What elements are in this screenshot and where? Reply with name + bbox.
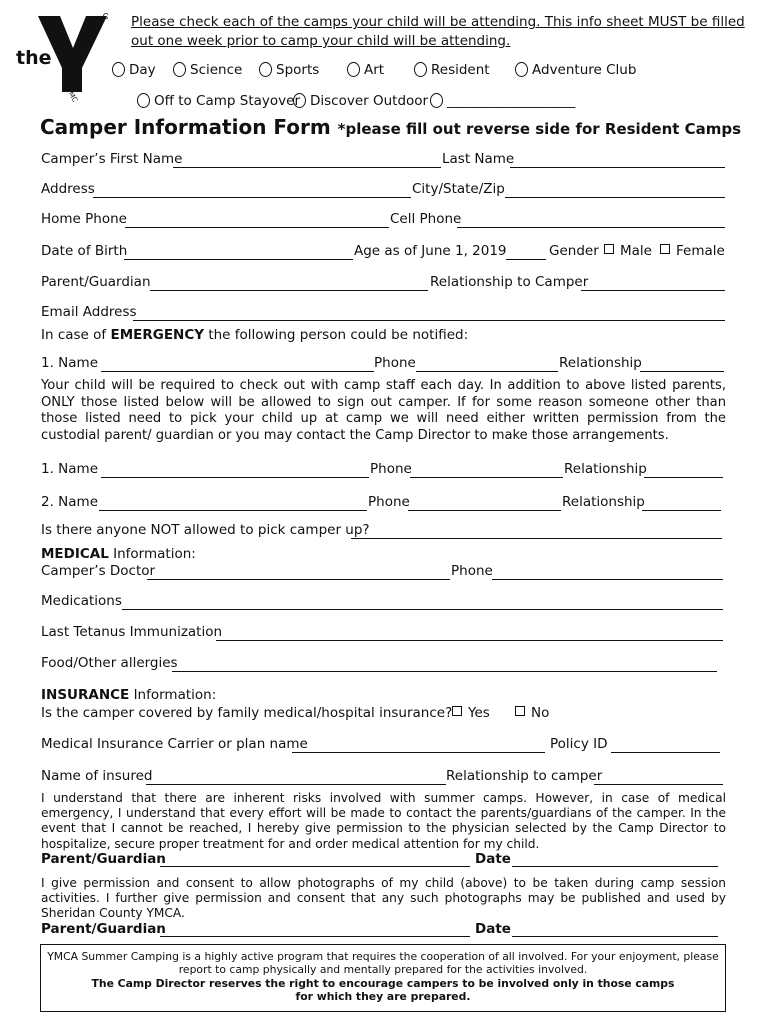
camp-label: Discover Outdoor bbox=[310, 93, 429, 109]
emergency-relationship-field[interactable] bbox=[640, 371, 724, 372]
home-phone-label: Home Phone bbox=[41, 211, 127, 227]
emergency-name-label: 1. Name bbox=[41, 355, 98, 371]
policy-id-label: Policy ID bbox=[550, 736, 608, 752]
tetanus-label: Last Tetanus Immunization bbox=[41, 624, 223, 640]
insured-relationship-label: Relationship to camper bbox=[446, 768, 603, 784]
emergency-name-field[interactable] bbox=[101, 371, 374, 372]
other-camp-blank: ___________________ bbox=[447, 93, 576, 109]
instructions-line-2: out one week prior to camp your child will be attending. bbox=[131, 33, 511, 49]
insurance-yes-option[interactable] bbox=[452, 705, 490, 721]
radio-circle-icon bbox=[112, 62, 125, 77]
emergency-relationship-label: Relationship bbox=[559, 355, 642, 371]
doctor-phone-label: Phone bbox=[451, 563, 493, 579]
pickup-policy-text: Your child will be required to check out with camp staff each day. In addition to above listed parents, ONLY those listed below will be allowed to sign out camper. If for some reason someone other than those listed need to pick your child up at camp we will need either written permission from the custodial parent/ guardian or you may contact the Camp Director to make those arrangements. bbox=[41, 378, 726, 443]
carrier-label: Medical Insurance Carrier or plan name bbox=[41, 736, 308, 752]
allergies-field[interactable] bbox=[172, 671, 717, 672]
pickup-2-phone-label: Phone bbox=[368, 494, 410, 510]
emergency-keyword: EMERGENCY bbox=[110, 327, 205, 343]
photo-consent-text: I give permission and consent to allow photographs of my child (above) to be taken during camp session activities. I further give permission and consent that any such photographs may be published and used by Sheridan County YMCA. bbox=[41, 876, 726, 921]
radio-circle-icon bbox=[173, 62, 186, 77]
home-phone-field[interactable] bbox=[125, 227, 389, 228]
insured-label: Name of insured bbox=[41, 768, 153, 784]
instructions-line-1: Please check each of the camps your child will be attending. This info sheet MUST be filled bbox=[131, 14, 745, 30]
form-title-note: *please fill out reverse side for Resident Camps bbox=[337, 120, 742, 138]
doctor-phone-field[interactable] bbox=[492, 579, 723, 580]
carrier-field[interactable] bbox=[292, 752, 545, 753]
emergency-intro: In case of EMERGENCY the following person could be notified: bbox=[41, 327, 469, 343]
pickup-1-phone-label: Phone bbox=[370, 461, 412, 477]
gender-female-option[interactable] bbox=[660, 243, 725, 259]
radio-circle-icon bbox=[515, 62, 528, 77]
pickup-1-name-label: 1. Name bbox=[41, 461, 98, 477]
relationship-to-camper-label: Relationship to Camper bbox=[430, 274, 589, 290]
camp-option-art[interactable] bbox=[347, 62, 384, 78]
emergency-phone-field[interactable] bbox=[416, 371, 558, 372]
camp-option-other[interactable] bbox=[430, 93, 575, 109]
date-1-field[interactable] bbox=[512, 866, 718, 867]
camp-option-resident[interactable] bbox=[414, 62, 490, 78]
first-name-field[interactable] bbox=[173, 167, 441, 168]
email-label: Email Address bbox=[41, 304, 137, 320]
date-1-label: Date bbox=[475, 851, 511, 867]
camp-label: Sports bbox=[276, 62, 320, 78]
parent-guardian-label: Parent/Guardian bbox=[41, 274, 151, 290]
age-field[interactable] bbox=[506, 259, 546, 260]
camp-option-discover-outdoor[interactable] bbox=[293, 93, 428, 109]
pickup-1-relationship-field[interactable] bbox=[644, 477, 723, 478]
checkbox-icon bbox=[604, 244, 614, 254]
footer-line-1: YMCA Summer Camping is a highly active program that requires the cooperation of all involved. For your enjoyment, please bbox=[47, 950, 719, 963]
insurance-question: Is the camper covered by family medical/hospital insurance? bbox=[41, 705, 453, 721]
date-2-label: Date bbox=[475, 921, 511, 937]
not-allowed-field[interactable] bbox=[351, 538, 722, 539]
form-title-main: Camper Information Form bbox=[40, 115, 338, 139]
city-state-zip-field[interactable] bbox=[505, 197, 725, 198]
pickup-1-phone-field[interactable] bbox=[410, 477, 563, 478]
last-name-field[interactable] bbox=[510, 167, 725, 168]
signature-1-label: Parent/Guardian bbox=[41, 851, 166, 867]
camp-label: Day bbox=[129, 62, 156, 78]
signature-1-field[interactable] bbox=[160, 866, 470, 867]
radio-circle-icon bbox=[347, 62, 360, 77]
pickup-2-name-field[interactable] bbox=[99, 510, 367, 511]
radio-circle-icon bbox=[293, 93, 306, 108]
yes-label: Yes bbox=[468, 705, 490, 721]
pickup-2-relationship-label: Relationship bbox=[562, 494, 645, 510]
city-state-zip-label: City/State/Zip bbox=[412, 181, 505, 197]
signature-2-label: Parent/Guardian bbox=[41, 921, 166, 937]
footer-line-3: The Camp Director reserves the right to encourage campers to be involved only in those camps bbox=[91, 976, 675, 990]
relationship-to-camper-field[interactable] bbox=[581, 290, 725, 291]
emergency-phone-label: Phone bbox=[374, 355, 416, 371]
footer-line-2: report to camp physically and mentally prepared for the activities involved. bbox=[178, 963, 588, 977]
radio-circle-icon bbox=[430, 93, 443, 108]
radio-circle-icon bbox=[137, 93, 150, 108]
insured-field[interactable] bbox=[146, 784, 446, 785]
camp-label: Art bbox=[364, 62, 385, 78]
radio-circle-icon bbox=[259, 62, 272, 77]
doctor-label: Camper’s Doctor bbox=[41, 563, 156, 579]
gender-male-option[interactable] bbox=[604, 243, 652, 259]
medications-field[interactable] bbox=[122, 609, 723, 610]
footer-line-4: for which they are prepared. bbox=[295, 989, 471, 1003]
checkbox-icon bbox=[660, 244, 670, 254]
checkbox-icon bbox=[452, 706, 462, 716]
doctor-field[interactable] bbox=[147, 579, 450, 580]
form-title bbox=[40, 115, 741, 139]
medical-consent-text: I understand that there are inherent risks involved with summer camps. However, in case of medical emergency, I understand that every effort will be made to contact the parents/guardians of the camper. In the event that I cannot be reached, I hereby give permission to the physician selected by the Camp Director to hospitalize, secure proper treatment for and order medical attention for my child. bbox=[41, 791, 726, 851]
age-label: Age as of June 1, 2019 bbox=[354, 243, 507, 259]
insurance-no-option[interactable] bbox=[515, 705, 549, 721]
radio-circle-icon bbox=[414, 62, 427, 77]
cell-phone-label: Cell Phone bbox=[390, 211, 462, 227]
dob-label: Date of Birth bbox=[41, 243, 128, 259]
first-name-label: Camper’s First Name bbox=[41, 151, 183, 167]
no-label: No bbox=[531, 705, 550, 721]
ymca-logo bbox=[16, 12, 108, 106]
dob-field[interactable] bbox=[124, 259, 353, 260]
policy-id-field[interactable] bbox=[611, 752, 720, 753]
pickup-2-name-label: 2. Name bbox=[41, 494, 98, 510]
insurance-heading: INSURANCE Information: bbox=[41, 687, 217, 703]
pickup-1-name-field[interactable] bbox=[101, 477, 369, 478]
camp-option-off-to-camp-stayover[interactable] bbox=[137, 93, 300, 109]
medical-heading: MEDICAL Information: bbox=[41, 546, 196, 562]
pickup-2-relationship-field[interactable] bbox=[642, 510, 721, 511]
tetanus-field[interactable] bbox=[216, 640, 723, 641]
not-allowed-label: Is there anyone NOT allowed to pick camper up? bbox=[41, 522, 370, 538]
female-label: Female bbox=[676, 243, 725, 259]
checkbox-icon bbox=[515, 706, 525, 716]
camp-label: Science bbox=[190, 62, 243, 78]
footer-notice-box bbox=[40, 944, 726, 1012]
allergies-label: Food/Other allergies bbox=[41, 655, 178, 671]
camp-option-day[interactable] bbox=[112, 62, 156, 78]
camp-label: Off to Camp Stayover bbox=[154, 93, 301, 109]
pickup-1-relationship-label: Relationship bbox=[564, 461, 647, 477]
camp-option-science[interactable] bbox=[173, 62, 242, 78]
address-label: Address bbox=[41, 181, 95, 197]
date-2-field[interactable] bbox=[512, 936, 718, 937]
camp-label: Adventure Club bbox=[532, 62, 637, 78]
pickup-2-phone-field[interactable] bbox=[408, 510, 561, 511]
camp-label: Resident bbox=[431, 62, 490, 78]
ymca-y-logo-icon bbox=[16, 12, 108, 102]
gender-label: Gender bbox=[549, 243, 599, 259]
email-field[interactable] bbox=[133, 320, 725, 321]
last-name-label: Last Name bbox=[442, 151, 515, 167]
svg-text:YMCA: YMCA bbox=[64, 86, 82, 102]
parent-guardian-field[interactable] bbox=[150, 290, 428, 291]
camp-option-adventure-club[interactable] bbox=[515, 62, 636, 78]
signature-2-field[interactable] bbox=[160, 936, 470, 937]
cell-phone-field[interactable] bbox=[457, 227, 725, 228]
male-label: Male bbox=[620, 243, 652, 259]
medications-label: Medications bbox=[41, 593, 122, 609]
address-field[interactable] bbox=[93, 197, 411, 198]
svg-text:the: the bbox=[16, 47, 52, 69]
insured-relationship-field[interactable] bbox=[594, 784, 723, 785]
camp-option-sports[interactable] bbox=[259, 62, 319, 78]
